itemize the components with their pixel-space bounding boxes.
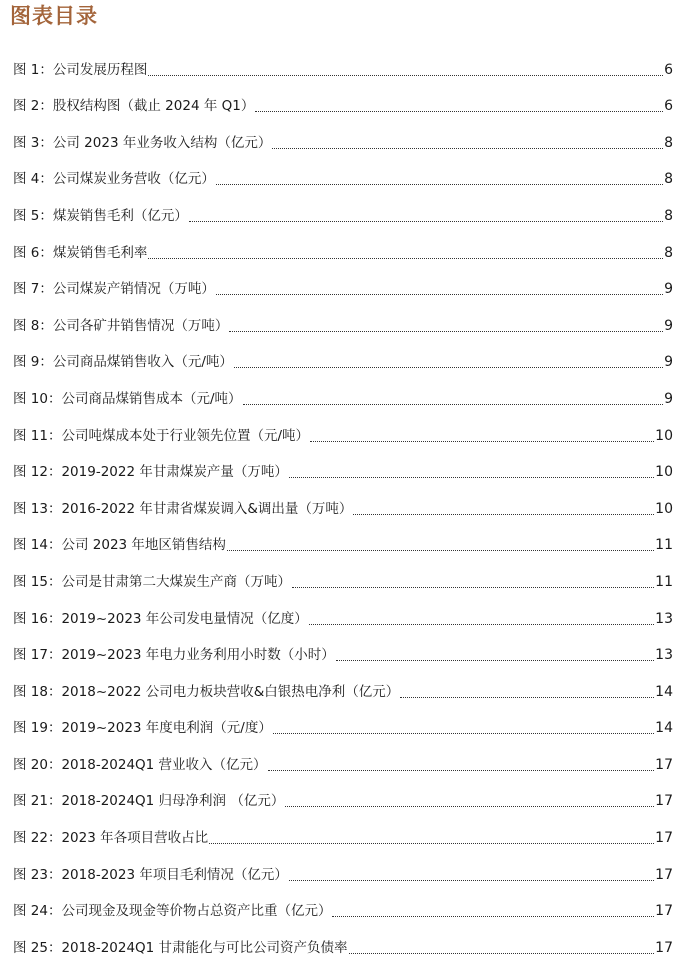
toc-entry[interactable] [13,668,673,705]
toc-entry-label[interactable]: 图 18：2018~2022 公司电力板块营收&白银热电净利（亿元） [13,683,400,700]
toc-entry[interactable] [13,522,673,559]
toc-dot-leader [216,184,663,185]
toc-entry-page-number[interactable]: 6 [664,61,673,78]
toc-entry-label[interactable]: 图 24：公司现金及现金等价物占总资产比重（亿元） [13,903,332,920]
toc-dot-leader [209,843,654,844]
toc-entry-page-number[interactable]: 10 [655,500,673,517]
toc-dot-leader [148,75,663,76]
toc-entry-page-number[interactable]: 11 [655,573,673,590]
toc-entry-page-number[interactable]: 10 [655,427,673,444]
toc-entry-label[interactable]: 图 12：2019-2022 年甘肃煤炭产量（万吨） [13,464,288,481]
toc-entry-label[interactable]: 图 23：2018-2023 年项目毛利情况（亿元） [13,866,288,883]
toc-entry-page-number[interactable]: 8 [664,134,673,151]
toc-dot-leader [285,806,654,807]
toc-dot-leader [336,660,654,661]
toc-entry-page-number[interactable]: 9 [664,281,673,298]
toc-entry-page-number[interactable]: 17 [655,830,673,847]
toc-dot-leader [292,587,654,588]
toc-entry-page-number[interactable]: 9 [664,317,673,334]
toc-entry-label[interactable]: 图 14：公司 2023 年地区销售结构 [13,537,226,554]
toc-entry[interactable] [13,119,673,156]
toc-entry-label[interactable]: 图 19：2019~2023 年度电利润（元/度） [13,720,272,737]
toc-entry[interactable] [13,266,673,303]
toc-entry-label[interactable]: 图 20：2018-2024Q1 营业收入（亿元） [13,756,267,773]
toc-entry-label[interactable]: 图 21：2018-2024Q1 归母净利润 （亿元） [13,793,285,810]
toc-entry[interactable] [13,778,673,815]
toc-entry[interactable] [13,814,673,851]
toc-entry-label[interactable]: 图 15：公司是甘肃第二大煤炭生产商（万吨） [13,573,291,590]
toc-entry-page-number[interactable]: 13 [655,647,673,664]
toc-dot-leader [234,367,663,368]
toc-entry[interactable] [13,339,673,376]
toc-entry[interactable] [13,705,673,742]
toc-entry-page-number[interactable]: 10 [655,464,673,481]
toc-entry-page-number[interactable]: 6 [664,98,673,115]
toc-entry-label[interactable]: 图 8：公司各矿井销售情况（万吨） [13,317,229,334]
toc-dot-leader [353,514,654,515]
toc-entry[interactable] [13,888,673,925]
toc-entry-page-number[interactable]: 8 [664,171,673,188]
toc-dot-leader [400,697,654,698]
toc-dot-leader [272,148,663,149]
toc-entry-label[interactable]: 图 25：2018-2024Q1 甘肃能化与可比公司资产负债率 [13,939,348,956]
toc-entry[interactable] [13,375,673,412]
toc-entry-label[interactable]: 图 6：煤炭销售毛利率 [13,244,148,261]
toc-entry[interactable] [13,46,673,83]
toc-entry[interactable] [13,595,673,632]
toc-entry-label[interactable]: 图 3：公司 2023 年业务收入结构（亿元） [13,134,272,151]
toc-entry[interactable] [13,485,673,522]
toc-entry-label[interactable]: 图 17：2019~2023 年电力业务利用小时数（小时） [13,647,335,664]
toc-entry-page-number[interactable]: 17 [655,756,673,773]
toc-entry-label[interactable]: 图 1：公司发展历程图 [13,61,148,78]
toc-dot-leader [332,916,654,917]
toc-dot-leader [289,477,654,478]
toc-entry[interactable] [13,851,673,888]
toc-dot-leader [255,111,663,112]
toc-entry-label[interactable]: 图 16：2019~2023 年公司发电量情况（亿度） [13,610,308,627]
toc-entry[interactable] [13,156,673,193]
toc-entry[interactable] [13,229,673,266]
toc-entry-label[interactable]: 图 2：股权结构图（截止 2024 年 Q1） [13,98,255,115]
toc-dot-leader [273,733,654,734]
toc-entry[interactable] [13,302,673,339]
toc-entry-label[interactable]: 图 13：2016-2022 年甘肃省煤炭调入&调出量（万吨） [13,500,353,517]
toc-entry[interactable] [13,449,673,486]
toc-entry[interactable] [13,741,673,778]
toc-dot-leader [229,331,663,332]
toc-entry-page-number[interactable]: 17 [655,793,673,810]
toc-entry-label[interactable]: 图 9：公司商品煤销售收入（元/吨） [13,354,233,371]
toc-dot-leader [227,550,654,551]
toc-dot-leader [189,221,663,222]
toc-entry-page-number[interactable]: 11 [655,537,673,554]
toc-entry[interactable] [13,83,673,120]
toc-entry[interactable] [13,924,673,961]
toc-entry-page-number[interactable]: 9 [664,390,673,407]
toc-dot-leader [289,880,654,881]
toc-entry-label[interactable]: 图 5：煤炭销售毛利（亿元） [13,207,188,224]
toc-entry[interactable] [13,192,673,229]
toc-entry-page-number[interactable]: 17 [655,866,673,883]
toc-entry-label[interactable]: 图 4：公司煤炭业务营收（亿元） [13,171,215,188]
toc-dot-leader [309,624,654,625]
toc-dot-leader [243,404,664,405]
toc-entry-page-number[interactable]: 8 [664,207,673,224]
toc-entry-page-number[interactable]: 14 [655,683,673,700]
toc-entry-page-number[interactable]: 17 [655,903,673,920]
toc-entry[interactable] [13,632,673,669]
toc-entry-page-number[interactable]: 14 [655,720,673,737]
toc-entry-label[interactable]: 图 7：公司煤炭产销情况（万吨） [13,281,215,298]
toc-title: 图表目录 [10,3,98,28]
toc-entry[interactable] [13,558,673,595]
toc-entry-label[interactable]: 图 22：2023 年各项目营收占比 [13,830,209,847]
toc-dot-leader [216,294,663,295]
toc-dot-leader [148,258,663,259]
toc-entry-page-number[interactable]: 13 [655,610,673,627]
toc-dot-leader [310,441,654,442]
toc-dot-leader [349,953,655,954]
toc-entry-page-number[interactable]: 17 [655,939,673,956]
toc-entry-label[interactable]: 图 11：公司吨煤成本处于行业领先位置（元/吨） [13,427,310,444]
toc-dot-leader [268,770,655,771]
toc-entry-page-number[interactable]: 8 [664,244,673,261]
toc-entry-label[interactable]: 图 10：公司商品煤销售成本（元/吨） [13,390,242,407]
toc-entry-page-number[interactable]: 9 [664,354,673,371]
toc-entry[interactable] [13,412,673,449]
toc-list [13,46,673,961]
